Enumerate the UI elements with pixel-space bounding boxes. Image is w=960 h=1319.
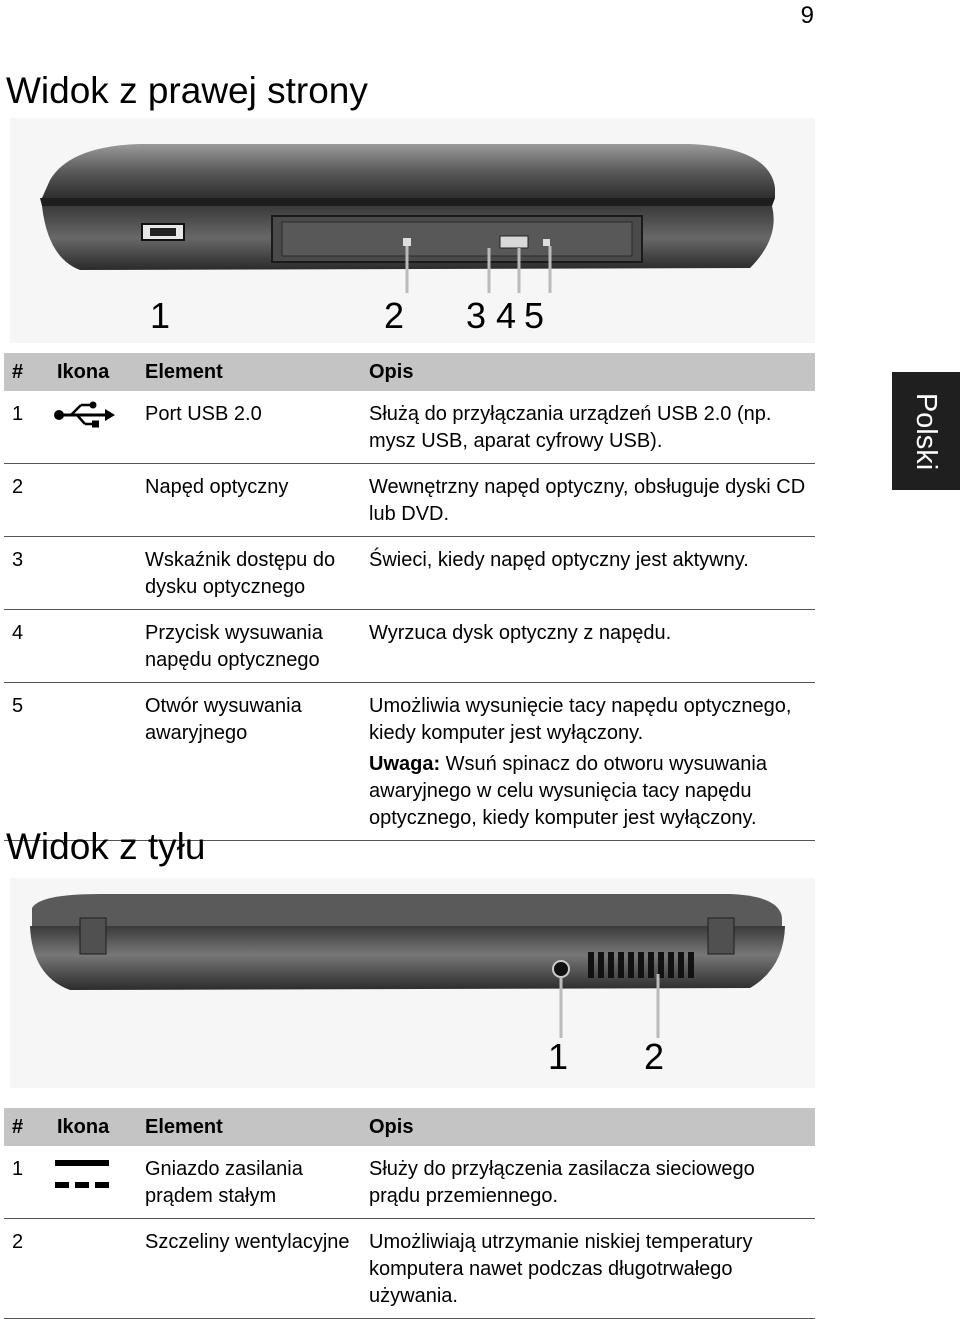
laptop-right-side-photo [10, 118, 815, 343]
row-description: Wewnętrzny napęd optyczny, obsługuje dyski CD lub DVD. [361, 464, 815, 537]
language-tab [892, 372, 960, 490]
table-row [4, 1219, 815, 1319]
row-element: Wskaźnik dostępu do dysku optycznego [137, 537, 361, 610]
row-number: 2 [4, 464, 49, 537]
row-number: 1 [4, 391, 49, 464]
row-element: Gniazdo zasilania prądem stałym [137, 1146, 361, 1219]
callout-right-2: 2 [384, 295, 405, 336]
callout-right-5: 5 [524, 295, 545, 336]
row-element: Napęd optyczny [137, 464, 361, 537]
callout-right-4: 4 [496, 295, 517, 336]
table-header-row [4, 1108, 815, 1146]
header-description: Opis [361, 1108, 815, 1146]
row-element: Otwór wysuwania awaryjnego [137, 683, 361, 841]
header-number: # [4, 1108, 49, 1146]
header-icon: Ikona [49, 353, 137, 391]
row-element: Szczeliny wentylacyjne [137, 1219, 361, 1319]
row-description: Umożliwiają utrzymanie niskiej temperatury komputera nawet podczas długotrwałego używania. [361, 1219, 815, 1319]
row-element: Przycisk wysuwania napędu optycznego [137, 610, 361, 683]
callout-rear-2: 2 [644, 1036, 665, 1077]
laptop-rear-photo [10, 878, 815, 1088]
row-element: Port USB 2.0 [137, 391, 361, 464]
section-title-right-view: Widok z prawej strony [6, 70, 368, 111]
callout-rear-1: 1 [548, 1036, 569, 1077]
row-description: Służy do przyłączenia zasilacza sieciowego prądu przemiennego. [361, 1146, 815, 1219]
row-number: 4 [4, 610, 49, 683]
language-tab-label: Polski [910, 392, 943, 470]
callout-right-1: 1 [150, 295, 171, 336]
row-number: 1 [4, 1146, 49, 1219]
header-description: Opis [361, 353, 815, 391]
table-row [4, 464, 815, 537]
row-description: Służą do przyłączania urządzeń USB 2.0 (np. mysz USB, aparat cyfrowy USB). [361, 391, 815, 464]
row-number: 3 [4, 537, 49, 610]
table-row [4, 683, 815, 841]
rear-view-table [4, 1108, 815, 1319]
row-description: Świeci, kiedy napęd optyczny jest aktywny. [361, 537, 815, 610]
note-text: Wsuń spinacz do otworu wysuwania awaryjnego w celu wysunięcia tacy napędu optycznego, kiedy komputer jest wyłączony. [369, 753, 767, 829]
header-icon: Ikona [49, 1108, 137, 1146]
dc-power-icon [53, 1156, 111, 1196]
row-description: Wyrzuca dysk optyczny z napędu. [361, 610, 815, 683]
table-row [4, 391, 815, 464]
usb-icon [53, 401, 115, 429]
row-note [369, 751, 811, 832]
row-description: Umożliwia wysunięcie tacy napędu optycznego, kiedy komputer jest wyłączony. [369, 695, 792, 744]
header-number: # [4, 353, 49, 391]
note-label: Uwaga: [369, 753, 441, 775]
section-title-rear-view: Widok z tyłu [6, 826, 206, 867]
header-element: Element [137, 1108, 361, 1146]
table-header-row [4, 353, 815, 391]
header-element: Element [137, 353, 361, 391]
page-number: 9 [800, 2, 814, 29]
row-number: 2 [4, 1219, 49, 1319]
row-number: 5 [4, 683, 49, 841]
table-row [4, 537, 815, 610]
table-row [4, 610, 815, 683]
callout-right-3: 3 [466, 295, 487, 336]
table-row [4, 1146, 815, 1219]
right-view-table [4, 353, 815, 841]
